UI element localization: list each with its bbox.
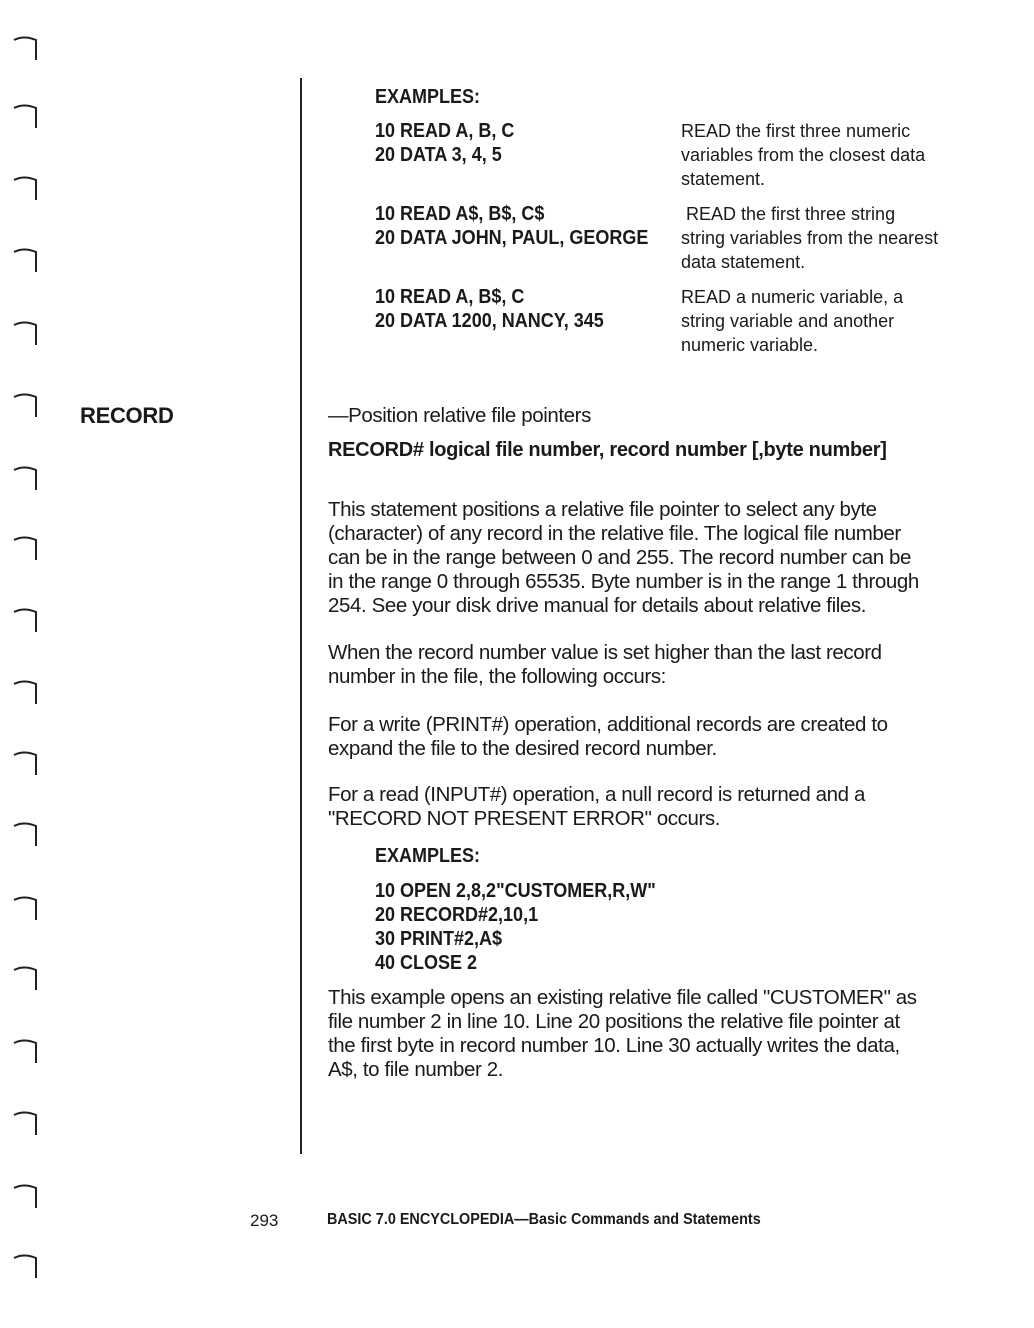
record-paragraph-1: This statement positions a relative file pointer to select any byte (character) of any record in the relative file. The logical file number can be in the range between 0 and 255. The record number can be in the range 0 through 65535. Byte number is in the range 1 through 254. See your disk drive manual for details about relative files.: [328, 498, 919, 617]
read-example-1-desc: READ the first three numeric variables from the closest data statement.: [681, 121, 926, 189]
read-example-3-code: 10 READ A, B$, C 20 DATA 1200, NANCY, 345: [375, 286, 604, 332]
read-example-3-desc: READ a numeric variable, a string variable and another numeric variable.: [681, 287, 904, 355]
record-paragraph-4: For a read (INPUT#) operation, a null record is returned and a "RECORD NOT PRESENT ERROR" occurs.: [328, 783, 865, 830]
record-syntax: RECORD# logical file number, record number [,byte number]: [328, 439, 887, 461]
read-examples-heading: EXAMPLES:: [375, 86, 481, 108]
column-divider: [300, 78, 302, 1154]
record-side-heading: RECORD: [80, 403, 174, 428]
record-example-code: 10 OPEN 2,8,2"CUSTOMER,R,W" 20 RECORD#2,10,1 30 PRINT#2,A$ 40 CLOSE 2: [375, 880, 656, 974]
read-example-2-code: 10 READ A$, B$, C$ 20 DATA JOHN, PAUL, GEORGE: [375, 203, 649, 249]
page-number: 293: [250, 1211, 279, 1230]
read-example-2-desc: READ the first three string string variables from the nearest data statement.: [681, 204, 939, 272]
record-closing-paragraph: This example opens an existing relative file called "CUSTOMER" as file number 2 in line 10. Line 20 positions the relative file pointer at the first byte in record number 10. Line 30 actually writes the data, A$, to file number 2.: [328, 986, 917, 1081]
read-example-1-code: 10 READ A, B, C 20 DATA 3, 4, 5: [375, 120, 515, 166]
record-paragraph-3: For a write (PRINT#) operation, additional records are created to expand the file to the desired record number.: [328, 713, 888, 760]
footer-title: BASIC 7.0 ENCYCLOPEDIA—Basic Commands and Statements: [327, 1211, 761, 1228]
binding-tabs: [0, 0, 60, 1328]
record-subtitle: —Position relative file pointers: [328, 404, 591, 427]
record-paragraph-2: When the record number value is set higher than the last record number in the file, the following occurs:: [328, 641, 882, 688]
record-examples-heading: EXAMPLES:: [375, 845, 481, 867]
